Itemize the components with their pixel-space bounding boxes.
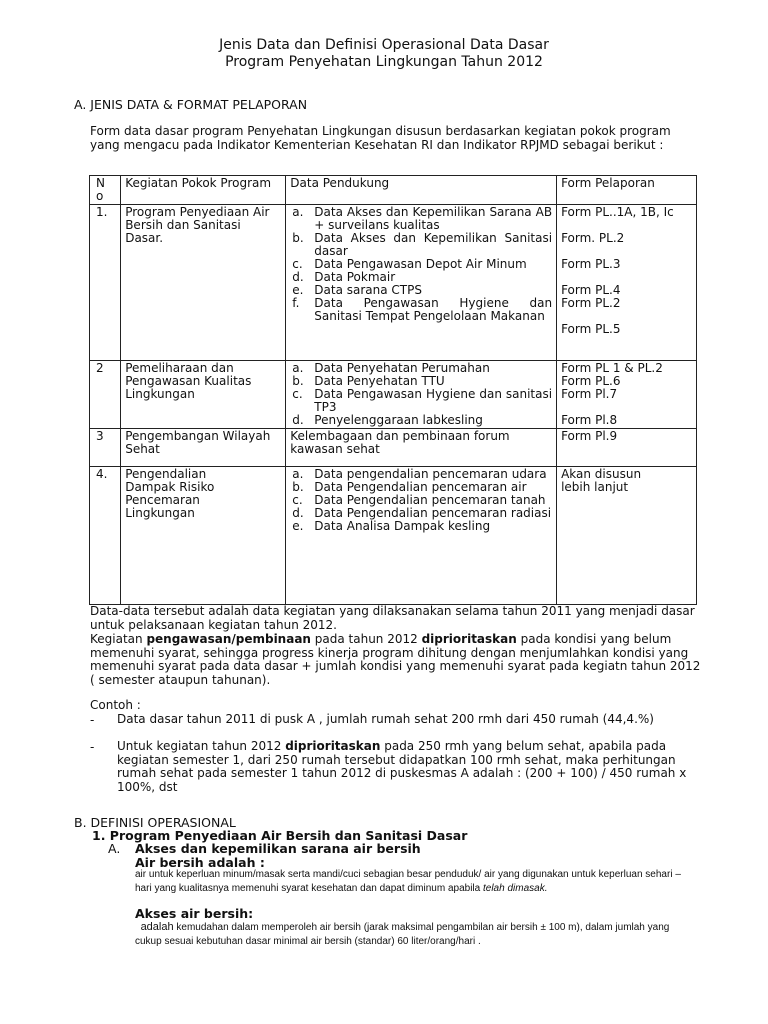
form-label: Form PL.4	[561, 283, 621, 297]
list-item: c. Data Pengawasan Hygiene dan sanitasi TP3	[292, 387, 553, 414]
table-row	[90, 467, 697, 605]
contoh-label: Contoh :	[90, 698, 141, 712]
list-item: b. Data Pengendalian pencemaran air	[292, 480, 527, 494]
form-label: Akan disusun lebih lanjut	[561, 467, 642, 494]
row-form-pelaporan	[557, 205, 697, 361]
section-b-sub-a-label: A.	[108, 841, 121, 856]
form-label: Form PL.3	[561, 257, 621, 271]
bullet-dash: -	[90, 740, 95, 754]
header-no: N o	[90, 176, 121, 205]
akses-air-bersih-heading: Akses air bersih:	[135, 906, 254, 921]
header-form-pelaporan: Form Pelaporan	[557, 176, 697, 205]
list-item: d. Data Pengendalian pencemaran radiasi	[292, 506, 552, 520]
form-label: Form PL.6	[561, 374, 621, 388]
row-form-pelaporan	[557, 361, 697, 429]
form-label: Form Pl.7	[561, 387, 618, 401]
list-item: f. Data Pengawasan Hygiene dan Sanitasi Tempat Pengelolaan Makanan	[292, 296, 553, 323]
row-no: 2	[90, 361, 121, 429]
data-table	[89, 175, 697, 605]
list-item: d. Penyelenggaraan labkesling	[292, 413, 483, 427]
document-title-line-2: Program Penyehatan Lingkungan Tahun 2012	[225, 54, 543, 70]
table-row	[90, 429, 697, 467]
air-bersih-definition: air untuk keperluan minum/masak serta mandi/cuci sebagian besar penduduk/ air yang digunakan untuk keperluan sehari – hari yang kualitasnya memenuhi syarat kesehatan dan dapat diminum apabila telah dimasak.	[135, 869, 681, 894]
header-kegiatan: Kegiatan Pokok Program	[121, 176, 286, 205]
list-item: b. Data Akses dan Kepemilikan Sanitasi dasar	[292, 231, 553, 258]
row-data-pendukung: Kelembagaan dan pembinaan forum kawasan sehat	[286, 429, 557, 467]
list-item: b. Data Penyehatan TTU	[292, 374, 445, 388]
section-b-heading: B. DEFINISI OPERASIONAL	[74, 815, 236, 830]
example-2: Untuk kegiatan tahun 2012 diprioritaskan pada 250 rmh yang belum sehat, apabila pada kegiatan semester 1, dari 250 rumah tersebut didapatkan 100 rmh sehat, maka perhitungan rumah sehat pada semester 1 tahun 2012 di puskesmas A adalah : (200 + 100) / 450 rumah x 100%, dst	[117, 739, 687, 794]
list-item: a. Data Penyehatan Perumahan	[292, 361, 490, 375]
row-no: 4.	[90, 467, 121, 605]
form-label: Form PL.5	[561, 322, 621, 336]
list-item: e. Data Analisa Dampak kesling	[292, 519, 491, 533]
air-bersih-heading: Air bersih adalah :	[135, 855, 265, 870]
example-1: Data dasar tahun 2011 di pusk A , jumlah rumah sehat 200 rmh dari 450 rumah (44,4.%)	[117, 712, 654, 726]
form-label: Form Pl.9	[561, 429, 618, 443]
form-label: Form PL.2	[561, 296, 621, 310]
section-b-subheading-1: 1. Program Penyediaan Air Bersih dan Sanitasi Dasar	[92, 828, 468, 843]
bullet-dash: -	[90, 713, 95, 727]
list-item: c. Data Pengawasan Depot Air Minum	[292, 257, 527, 271]
row-data-pendukung	[286, 205, 557, 361]
table-row	[90, 205, 697, 361]
row-data-pendukung	[286, 361, 557, 429]
list-item: d. Data Pokmair	[292, 270, 396, 284]
form-label: Form Pl.8	[561, 413, 618, 427]
section-b-sub-a: Akses dan kepemilikan sarana air bersih	[135, 841, 421, 856]
list-item: c. Data Pengendalian pencemaran tanah	[292, 493, 546, 507]
row-form-pelaporan	[557, 429, 697, 467]
list-item: a. Data Akses dan Kepemilikan Sarana AB + surveilans kualitas	[292, 205, 553, 232]
list-item: a. Data pengendalian pencemaran udara	[292, 467, 547, 481]
paragraph-kegiatan: Kegiatan pengawasan/pembinaan pada tahun 2012 diprioritaskan pada kondisi yang belum memenuhi syarat, sehingga progress kinerja program dihitung dengan menjumlahkan kondisi yang memenuhi syarat pada data dasar + jumlah kondisi yang memenuhi syarat pada kegiatn tahun 2012 ( semester ataupun tahunan).	[90, 632, 701, 687]
row-kegiatan: Pengendalian Dampak Risiko Pencemaran Lingkungan	[121, 467, 286, 605]
table-row	[90, 361, 697, 429]
document-title-line-1: Jenis Data dan Definisi Operasional Data Dasar	[219, 37, 549, 53]
akses-air-bersih-definition: adalah kemudahan dalam memperoleh air bersih (jarak maksimal pengambilan air bersih ± 100 m), dalam jumlah yang cukup sesuai kebutuhan dasar minimal air bersih (standar) 60 liter/orang/hari .	[135, 921, 670, 947]
section-a-intro: Form data dasar program Penyehatan Lingkungan disusun berdasarkan kegiatan pokok program yang mengacu pada Indikator Kementerian Kesehatan RI dan Indikator RPJMD sebagai berikut :	[90, 124, 671, 152]
row-no: 1.	[90, 205, 121, 361]
row-form-pelaporan	[557, 467, 697, 605]
paragraph-data: Data-data tersebut adalah data kegiatan yang dilaksanakan selama tahun 2011 yang menjadi dasar untuk pelaksanaan kegiatan tahun 2012.	[90, 604, 695, 632]
table-header-row	[90, 176, 697, 205]
row-data-pendukung	[286, 467, 557, 605]
row-kegiatan: Pengembangan Wilayah Sehat	[121, 429, 286, 467]
form-label: Form PL 1 & PL.2	[561, 361, 663, 375]
form-label: Form. PL.2	[561, 231, 625, 245]
form-label: Form PL..1A, 1B, Ic	[561, 205, 674, 219]
list-item: e. Data sarana CTPS	[292, 283, 422, 297]
row-no: 3	[90, 429, 121, 467]
section-a-heading: A. JENIS DATA & FORMAT PELAPORAN	[74, 97, 308, 112]
row-kegiatan: Pemeliharaan dan Pengawasan Kualitas Lingkungan	[121, 361, 286, 429]
row-kegiatan: Program Penyediaan Air Bersih dan Sanitasi Dasar.	[121, 205, 286, 361]
header-data-pendukung: Data Pendukung	[286, 176, 557, 205]
